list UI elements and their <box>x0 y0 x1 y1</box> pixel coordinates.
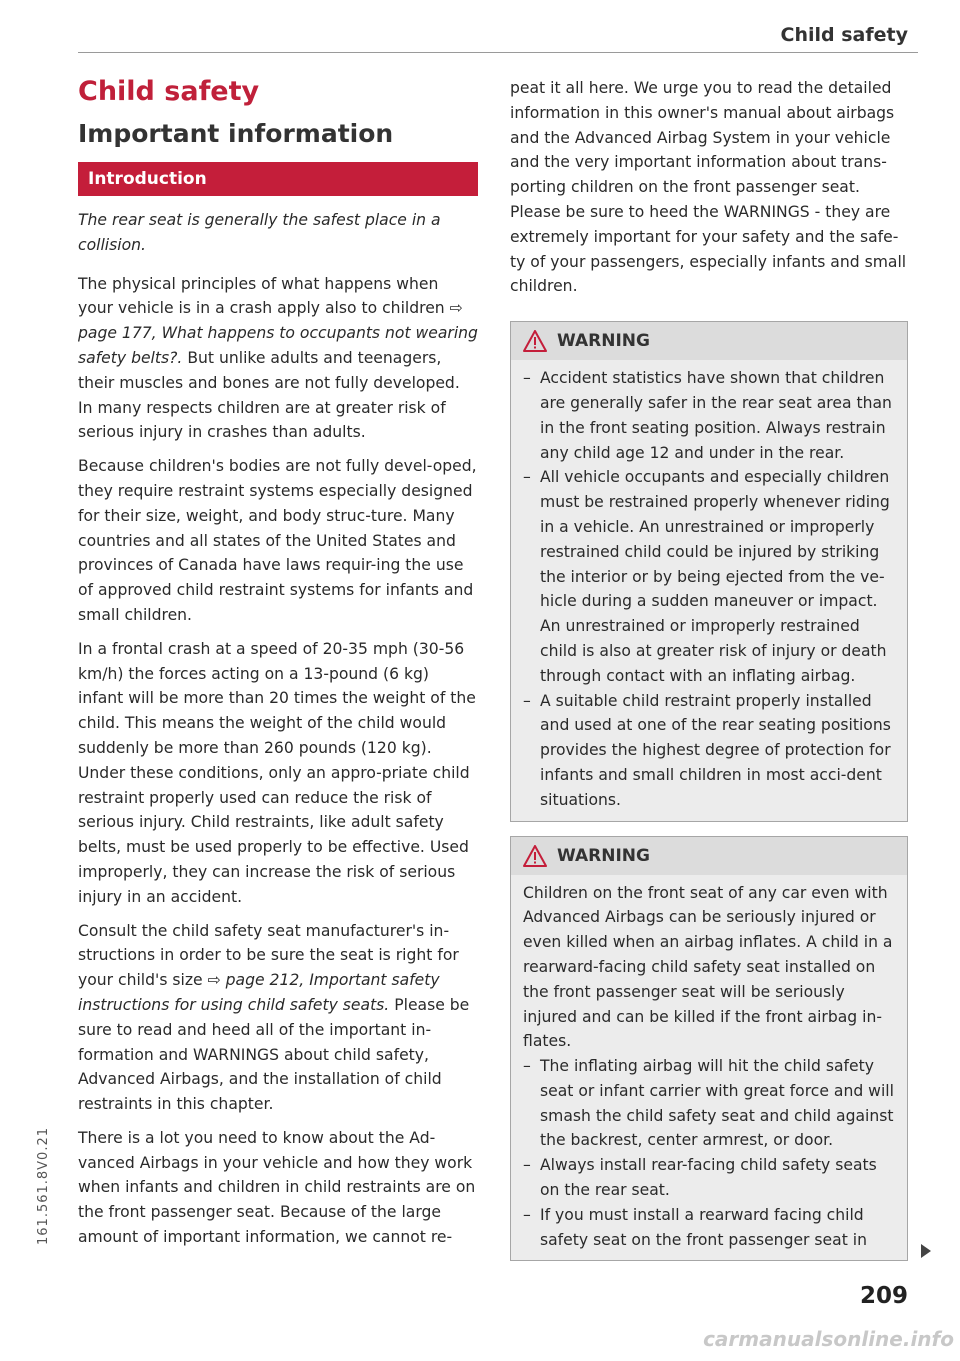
paragraph-2: Because children's bodies are not fully devel-oped, they require restraint systems especially designed for their size, weight, and body struc-ture. Many countries and all states of the United States and provinces of Canada have laws requir-ing the use of approved child restraint systems for infants and small children. <box>78 457 477 624</box>
watermark: carmanualsonline.info <box>703 1327 954 1351</box>
chapter-title: Child safety <box>78 76 260 107</box>
side-document-code: 161.561.8V0.21 <box>36 1127 51 1245</box>
paragraph-4-text-b: Please be sure to read and heed all of the important in-formation and WARNINGS about child safety, Advanced Airbags, and the installation of child restraints in this chapter. <box>78 995 470 1114</box>
right-column <box>510 76 908 1261</box>
header-rule <box>78 52 918 53</box>
warning-box-2 <box>510 836 908 1262</box>
left-column <box>78 74 478 1250</box>
paragraph-4-text-a: Consult the child safety seat manufacturer's in-structions in order to be sure the seat is right for your child's size <box>78 921 459 990</box>
page-number: 209 <box>859 1283 908 1309</box>
page-177-reference-link[interactable]: ⇨ page 177, What happens to occupants not wearing safety belts?. <box>78 299 478 367</box>
warning-header-1 <box>511 322 907 360</box>
warning-box-1 <box>510 321 908 821</box>
warning-title-1: WARNING <box>557 331 650 352</box>
warning-title-2: WARNING <box>557 845 650 866</box>
paragraph-4 <box>78 919 478 1117</box>
warning-2-list <box>523 1054 895 1252</box>
warning-2-intro: Children on the front seat of any car even with Advanced Airbags can be seriously injured or even killed when an airbag inflates. A child in a rearward-facing child safety seat installed on the front passenger seat will be seriously injured and can be killed if the front airbag in-flates. <box>523 883 893 1051</box>
paragraph-1 <box>78 272 478 446</box>
running-head: Child safety <box>780 24 908 46</box>
list-item: – All vehicle occupants and especially children must be restrained properly whenever riding in a vehicle. An unrestrained or improperly restrained child could be injured by striking the interior or by being ejected from the ve-hicle during a sudden maneuver or impact. An unrestrained or improperly restrained child is also at greater risk of injury or death through contact with an inflating airbag. <box>523 465 895 688</box>
list-item: – If you must install a rearward facing child safety seat on the front passenger seat in <box>523 1203 895 1253</box>
warning-triangle-icon <box>523 845 547 867</box>
paragraph-3: In a frontal crash at a speed of 20-35 mph (30-56 km/h) the forces acting on a 13-pound (6 kg) infant will be more than 20 times the weight of the child. This means the weight of the child would suddenly be more than 260 pounds (120 kg). Under these conditions, only an appro-priate child restraint properly used can reduce the risk of serious injury. Child restraints, like adult safety belts, must be used properly to be effective. Used improperly, they can increase the risk of serious injury in an accident. <box>78 639 476 906</box>
warning-body-1 <box>511 360 907 820</box>
introduction-bar: Introduction <box>78 162 478 196</box>
continued-paragraph: peat it all here. We urge you to read the detailed information in this owner's manual about airbags and the Advanced Airbag System in your vehicle and the very important information about trans-porting children on the front passenger seat. Please be sure to heed the WARNINGS - they are extremely important for your safety and the safe-ty of your passengers, especially infants and small children. <box>510 79 907 296</box>
section-title: Important information <box>78 119 394 148</box>
continue-arrow-icon[interactable] <box>921 1244 931 1258</box>
list-item: – The inflating airbag will hit the child safety seat or infant carrier with great force and will smash the child safety seat and child against the backrest, center armrest, or door. <box>523 1054 895 1153</box>
page-212-reference-link[interactable]: ⇨ page 212, Important safety instructions for using child safety seats. <box>78 971 440 1014</box>
warning-1-list <box>523 366 895 812</box>
list-item: – Accident statistics have shown that children are generally safer in the rear seat area than in the front seating position. Always restrain any child age 12 and under in the rear. <box>523 366 895 465</box>
paragraph-5: There is a lot you need to know about the Ad-vanced Airbags in your vehicle and how they work when infants and children in child restraints are on the front passenger seat. Because of the large amount of important information, we cannot re- <box>78 1128 476 1247</box>
warning-triangle-icon <box>523 330 547 352</box>
warning-header-2 <box>511 837 907 875</box>
warning-body-2 <box>511 875 907 1261</box>
list-item: – Always install rear-facing child safety seats on the rear seat. <box>523 1153 895 1203</box>
list-item: – A suitable child restraint properly installed and used at one of the rear seating positions provides the highest degree of protection for infants and small children in most acci-dent situations. <box>523 689 895 813</box>
paragraph-1-text-a: The physical principles of what happens when your vehicle is in a crash apply also to children <box>78 274 450 318</box>
paragraph-1-text-b: But unlike adults and teenagers, their muscles and bones are not fully developed. In many respects children are at greater risk of serious injury in crashes than adults. <box>78 348 460 442</box>
lead-text: The rear seat is generally the safest place in a collision. <box>78 211 441 254</box>
